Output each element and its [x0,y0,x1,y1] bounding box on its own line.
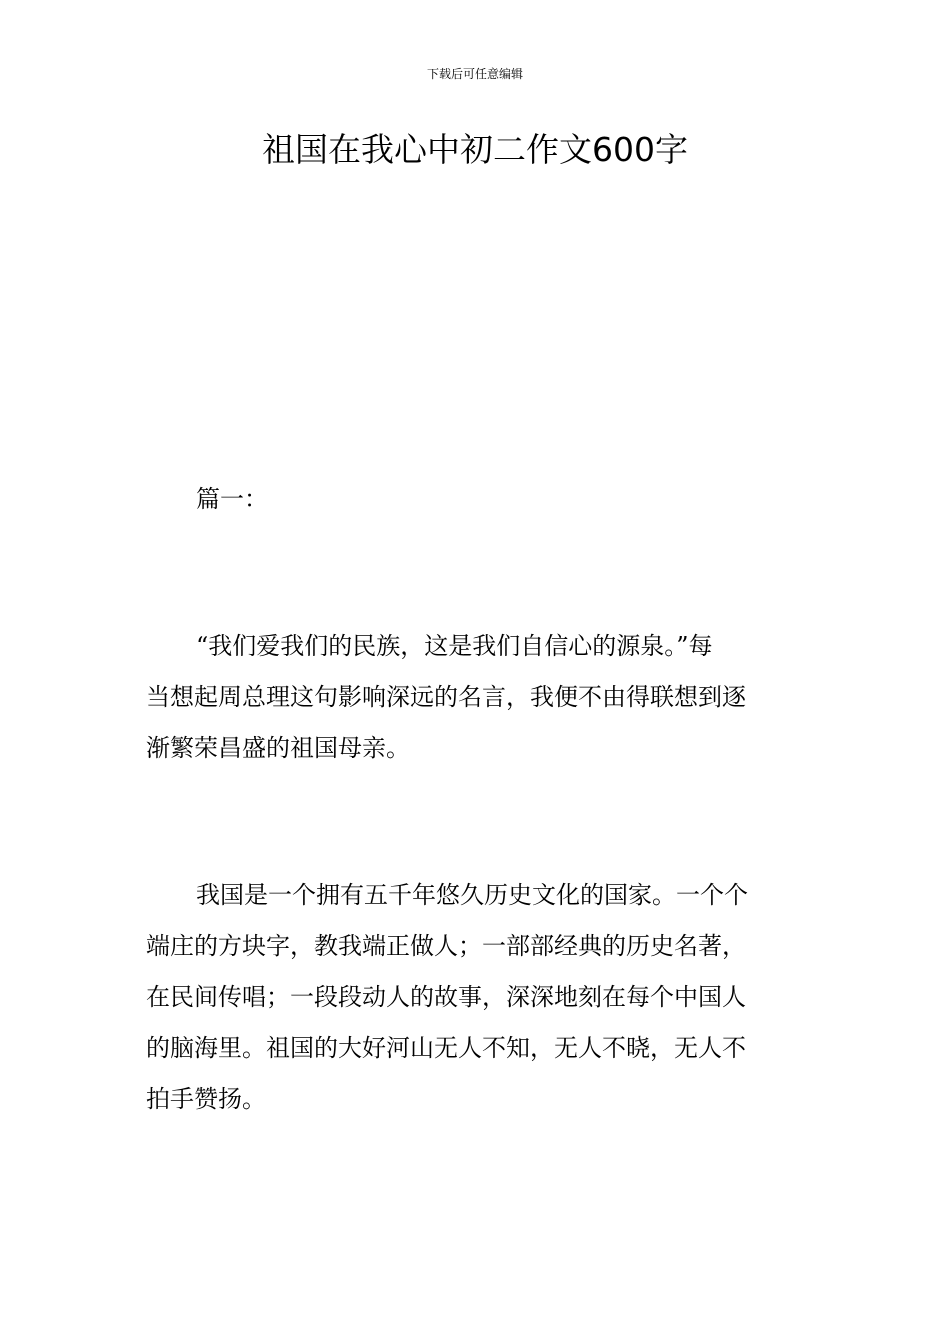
paragraph-line: 渐繁荣昌盛的祖国母亲。 [146,734,410,762]
paragraph-line: 我国是一个拥有五千年悠久历史文化的国家。一个个 [196,881,748,909]
paragraph-line: 端庄的方块字，教我端正做人；一部部经典的历史名著， [146,932,746,960]
paragraph-line: “我们爱我们的民族，这是我们自信心的源泉。”每 [196,632,713,660]
paragraph-2 [146,870,806,1125]
paragraph-line: 当想起周总理这句影响深远的名言，我便不由得联想到逐 [146,683,746,711]
document-title: 祖国在我心中初二作文600字 [262,130,688,169]
paragraph-line: 拍手赞扬。 [146,1085,266,1113]
paragraph-line: 的脑海里。祖国的大好河山无人不知，无人不晓，无人不 [146,1034,746,1062]
paragraph-1 [146,621,806,774]
section-heading: 篇一： [196,485,268,513]
page-header-note: 下载后可任意编辑 [426,67,523,81]
paragraph-line: 在民间传唱；一段段动人的故事，深深地刻在每个中国人 [146,983,746,1011]
